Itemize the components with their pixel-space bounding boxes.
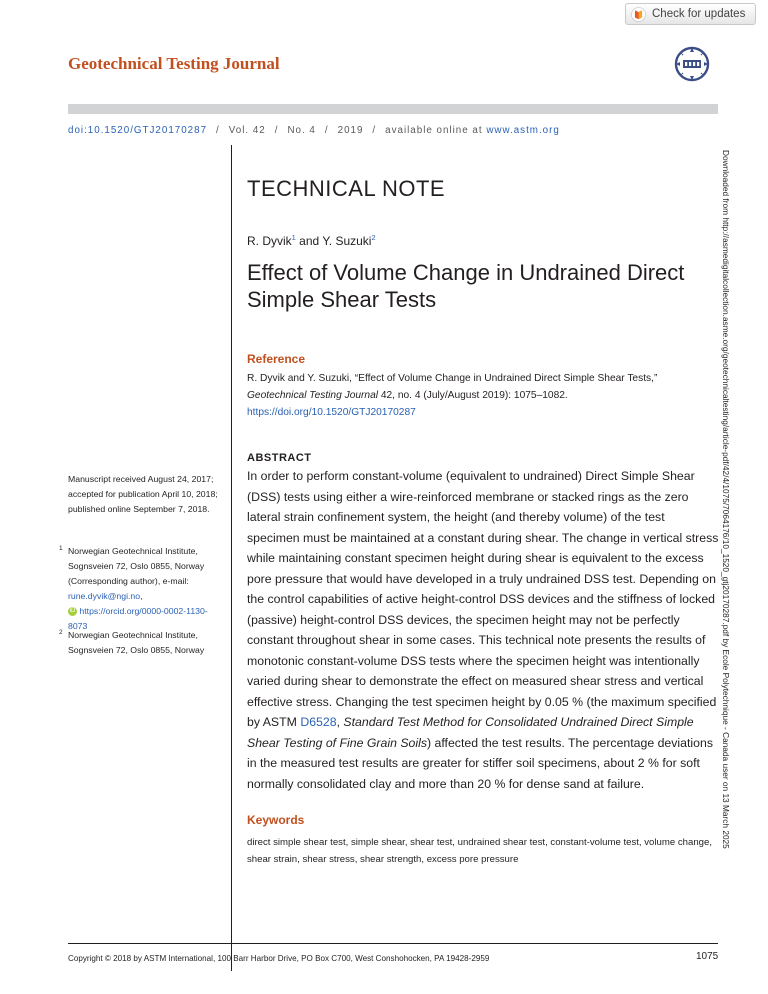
standard-title: Standard Test Method for Consolidated Undrained Direct Simple Shear Testing of Fine Grain Soils <box>247 715 694 750</box>
footer-rule <box>68 943 718 944</box>
page-number: 1075 <box>696 951 719 962</box>
authors <box>247 233 376 248</box>
volume: Vol. 42 <box>228 125 266 136</box>
author-1: R. Dyvik <box>247 234 292 248</box>
issue-number: No. 4 <box>287 125 316 136</box>
copyright: Copyright © 2018 by ASTM International, 100 Barr Harbor Drive, PO Box C700, West Conshohocken, PA 19428-2959 <box>68 954 490 963</box>
orcid-icon: iD <box>69 608 76 615</box>
footnote-1: 1 Norwegian Geotechnical Institute, Sognsveien 72, Oslo 0855, Norway (Corresponding author), e-mail: rune.dyvik@ngi.no, iD https://orcid.org/0000-0002-1130-8073 <box>68 544 220 634</box>
citation-line: doi:10.1520/GTJ20170287 / Vol. 42 / No. 4 / 2019 / available online at www.astm.org <box>68 125 560 136</box>
email-link[interactable]: rune.dyvik@ngi.no <box>68 591 141 601</box>
orcid-link[interactable]: https://orcid.org/0000-0002-1130-8073 <box>68 606 208 631</box>
header-bar <box>68 104 718 114</box>
footnote-2-text: Norwegian Geotechnical Institute, Sognsveien 72, Oslo 0855, Norway <box>68 630 205 655</box>
abstract-comma: , <box>336 715 344 729</box>
keywords-text: direct simple shear test, simple shear, shear test, undrained shear test, constant-volume test, volume change, shear strain, shear stress, shear strength, excess pore pressure <box>247 837 712 865</box>
author-1-affiliation[interactable]: 1 <box>291 233 296 242</box>
reference-heading: Reference <box>247 352 306 366</box>
year: 2019 <box>337 125 364 136</box>
reference-doi-link[interactable]: https://doi.org/10.1520/GTJ20170287 <box>247 407 416 418</box>
astm-standard-link[interactable]: D6528 <box>300 715 337 729</box>
manuscript-dates: Manuscript received August 24, 2017; accepted for publication April 10, 2018; published online September 7, 2018. <box>68 474 218 514</box>
abstract-part-2: ) affected the test results. The percentage deviations in the measured test results are greater for stiffer soil specimens, about 2 % for soft normally consolidated clay and more than 20 % for dense sand at failure. <box>247 735 713 791</box>
footnote-2 <box>59 628 220 658</box>
author-2-affiliation[interactable]: 2 <box>371 233 376 242</box>
footnote-1-number: 1 <box>59 545 63 552</box>
astm-logo-icon <box>672 44 712 84</box>
footnote-1-text: Norwegian Geotechnical Institute, Sognsveien 72, Oslo 0855, Norway (Corresponding author), e-mail: <box>68 546 205 586</box>
abstract-text <box>247 466 719 794</box>
astm-website-link[interactable]: www.astm.org <box>486 125 560 136</box>
check-for-updates-button[interactable] <box>625 3 756 25</box>
author-2: Y. Suzuki <box>322 234 372 248</box>
available-online-text: available online at <box>385 125 487 136</box>
footnote-2-number: 2 <box>59 629 63 636</box>
journal-title: Geotechnical Testing Journal <box>68 54 280 73</box>
reference-text <box>247 370 719 421</box>
authors-and: and <box>295 234 323 248</box>
keywords-heading: Keywords <box>247 813 305 827</box>
reference-journal: Geotechnical Testing Journal <box>247 390 379 401</box>
check-updates-label: Check for updates <box>652 8 746 20</box>
abstract-heading: ABSTRACT <box>247 452 312 464</box>
check-updates-icon <box>631 7 646 22</box>
article-title: Effect of Volume Change in Undrained Direct Simple Shear Tests <box>247 260 685 312</box>
article-type: TECHNICAL NOTE <box>247 176 446 201</box>
reference-part-1: R. Dyvik and Y. Suzuki, “Effect of Volume Change in Undrained Direct Simple Shear Tests,” <box>247 373 658 384</box>
column-divider <box>231 145 232 971</box>
doi-link[interactable]: doi:10.1520/GTJ20170287 <box>68 125 208 136</box>
reference-part-2: 42, no. 4 (July/August 2019): 1075–1082. <box>378 390 568 401</box>
download-note: Downloaded from http://asmedigitalcollection.asme.org/geotechnicaltesting/article-pdf/42/4/1075/7064176/10_1520_gtj20170287.pdf by Ecole Polytechnique - Canada user on 13 March 2025 <box>721 150 731 849</box>
abstract-part-1: In order to perform constant-volume (equivalent to undrained) Direct Simple Shear (DSS) tests using either a wire-reinforced membrane or stacked rings as the zero lateral strain confinement system, the height (and thereby volume) of the test specimen must be maintained at a constant during shear. The change in vertical stress while maintaining constant specimen height during shear is equivalent to the excess pore pressure that would have developed in a truly undrained DSS test. Depending on the control capabilities of active height-control DSS devices and the stiffness of locked (passive) height-control DSS devices, the specimen height may not be perfectly constant throughout shear in some cases. This technical note presents the results of monotonic constant-volume DSS tests where the specimen height was intentionally varied during shear to demonstrate the effect on measured shear stress and vertical effective stress. Changing the test specimen height by 0.05 % (the maximum specified by ASTM <box>247 469 719 729</box>
